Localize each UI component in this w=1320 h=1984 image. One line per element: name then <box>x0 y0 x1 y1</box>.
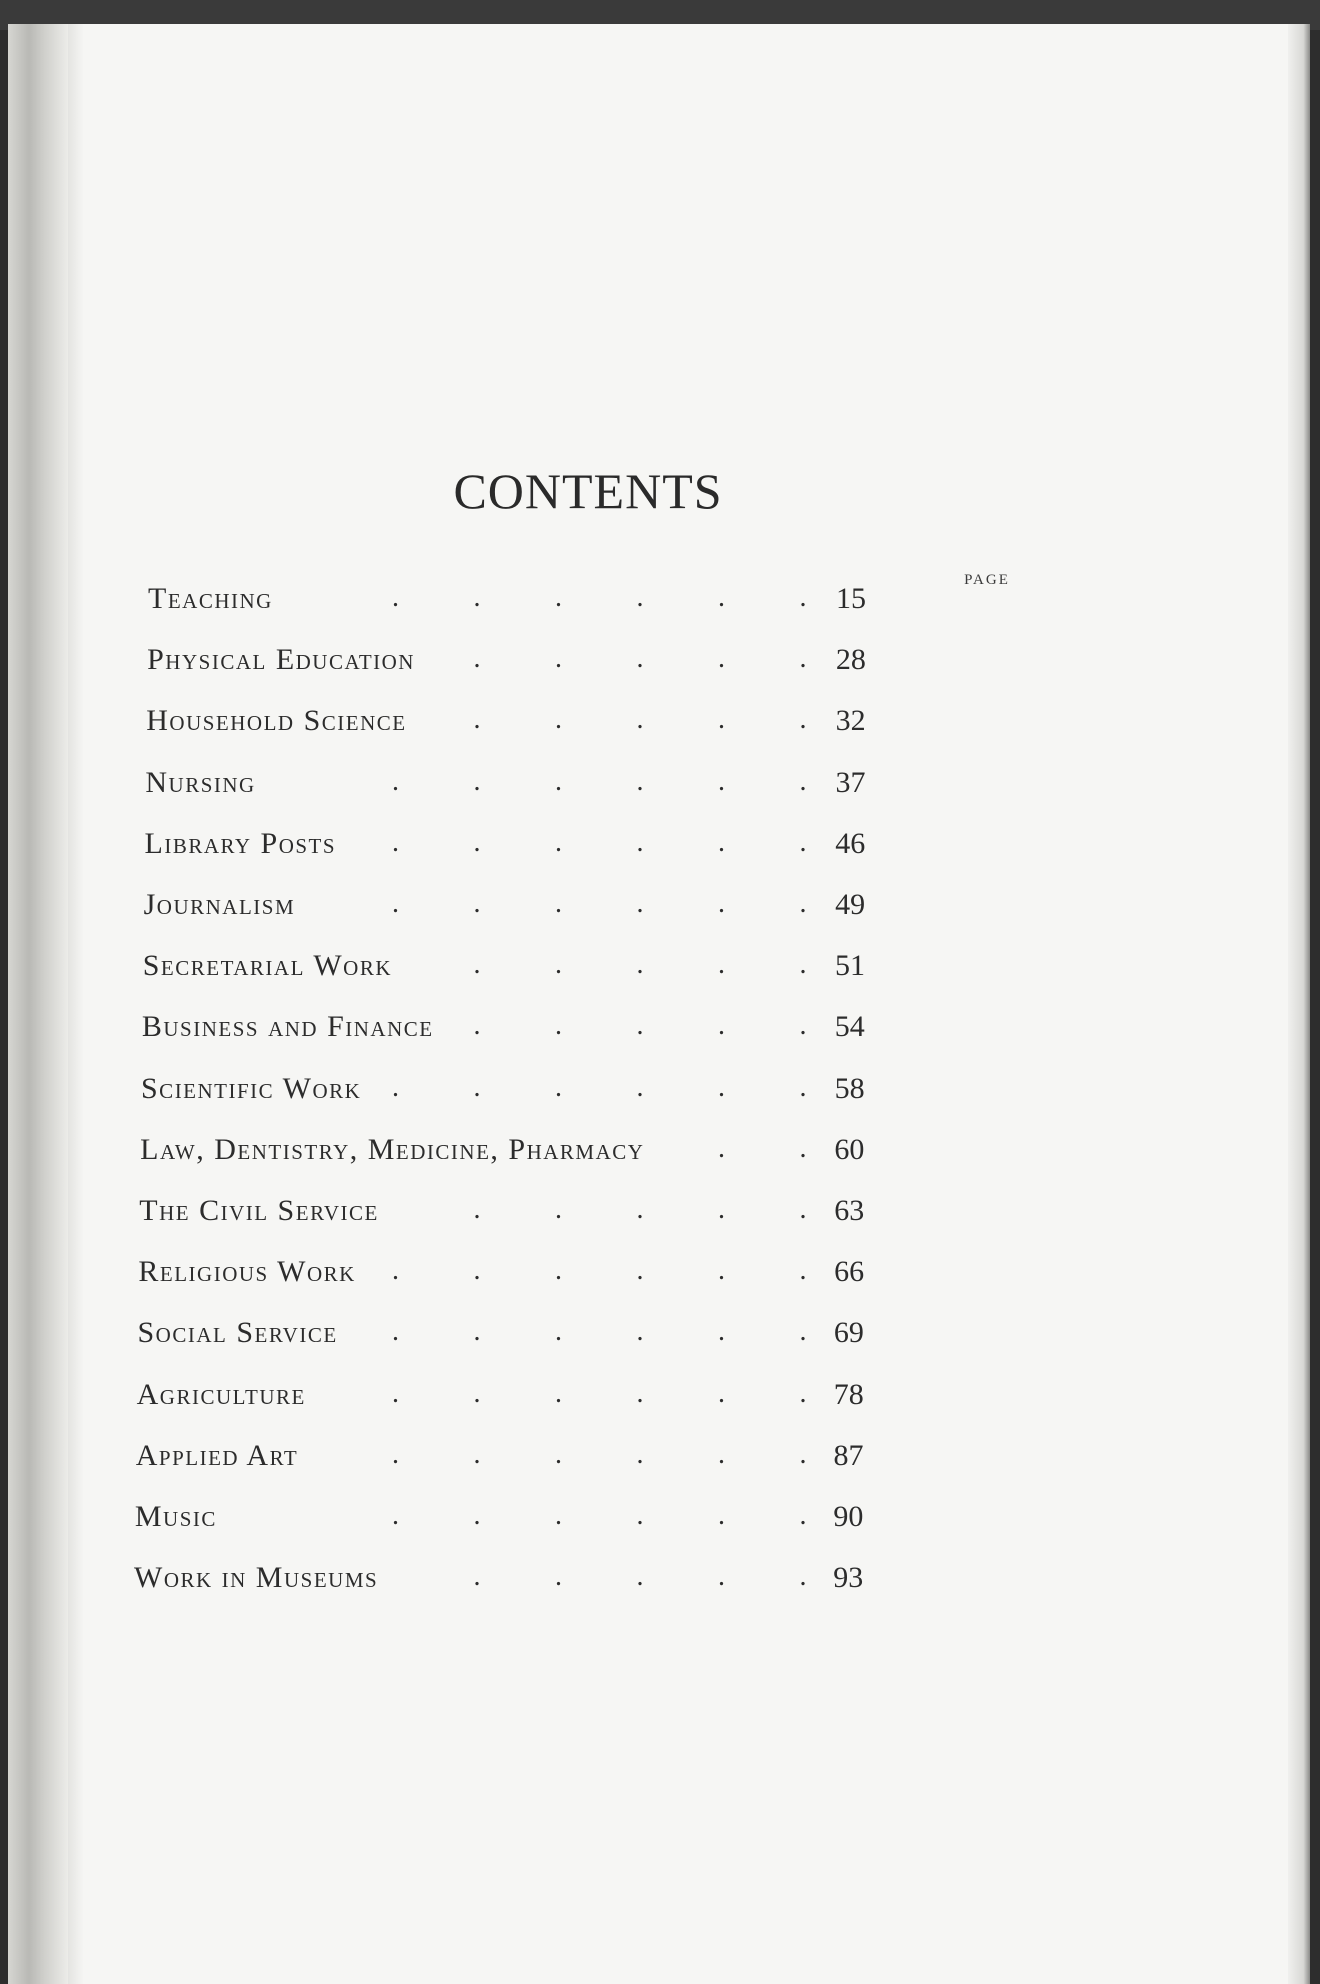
toc-entry-label: Agriculture <box>136 1377 306 1411</box>
dot-leader: . . . . . . <box>392 1071 807 1103</box>
dot-leader: . . . . . <box>473 643 807 675</box>
toc-entry-label: Secretarial Work <box>142 949 393 983</box>
dot-leader: . . . . . <box>473 1194 807 1225</box>
toc-entry <box>143 949 1023 999</box>
toc-entry <box>145 827 1025 877</box>
toc-entry <box>137 1378 1017 1428</box>
toc-entry-label: Law, Dentistry, Medicine, Pharmacy <box>140 1132 645 1166</box>
dot-leader: . . . . . . <box>392 1438 807 1470</box>
toc-entry-page-number: 78 <box>833 1377 864 1411</box>
toc-entry-page-number: 37 <box>835 765 866 799</box>
toc-entry <box>136 1439 1016 1489</box>
toc-entry-page-number: 32 <box>835 704 866 738</box>
toc-entry-label: Physical Education <box>147 643 415 677</box>
toc-entry-label: Nursing <box>145 765 256 799</box>
toc-entry-label: Applied Art <box>135 1438 299 1472</box>
toc-entry-label: Religious Work <box>138 1255 356 1289</box>
toc-entry-page-number: 49 <box>835 888 866 921</box>
toc-entry-label: Business and Finance <box>141 1010 434 1044</box>
book-page <box>8 24 1310 1984</box>
page-column-heading: PAGE <box>964 572 1010 588</box>
toc-entry-page-number: 63 <box>834 1194 865 1227</box>
toc-entry-label: Household Science <box>146 704 407 738</box>
toc-entry <box>142 1010 1022 1060</box>
dot-leader: . . . . . . <box>391 765 807 797</box>
toc-entry <box>139 1194 1019 1244</box>
toc-entry <box>140 1133 1020 1183</box>
dot-leader: . . . . . . <box>392 582 807 613</box>
dot-leader: . . . . . . <box>392 1377 807 1409</box>
toc-entry-label: Music <box>134 1500 217 1533</box>
toc-entry-label: Journalism <box>143 888 296 921</box>
toc-entry-page-number: 51 <box>834 949 865 983</box>
toc-entry-page-number: 69 <box>833 1316 864 1350</box>
toc-entry <box>147 643 1027 693</box>
toc-entry-page-number: 60 <box>834 1132 865 1166</box>
dot-leader: . . . . . . <box>391 1255 807 1287</box>
dot-leader: . . . . . . <box>392 888 807 919</box>
toc-entry <box>146 704 1026 754</box>
dot-leader: . . . . . <box>473 1010 807 1042</box>
toc-entry-page-number: 58 <box>834 1071 865 1105</box>
toc-entry-label: Work in Museums <box>134 1561 379 1595</box>
toc-entry <box>148 582 1028 632</box>
toc-entry <box>138 1255 1018 1305</box>
toc-entry-page-number: 90 <box>833 1500 864 1533</box>
toc-entry-label: Library Posts <box>144 826 337 860</box>
toc-entry <box>144 888 1024 938</box>
dot-leader: . . . . . <box>473 949 807 981</box>
toc-entry-label: Scientific Work <box>141 1071 362 1105</box>
page-title: CONTENTS <box>453 463 723 519</box>
toc-entry <box>138 1316 1018 1366</box>
table-of-contents <box>8 24 1310 1984</box>
toc-entry-label: Social Service <box>137 1316 338 1350</box>
dot-leader: . . . . . . <box>392 826 807 858</box>
dot-leader: . . . . . . <box>391 1500 807 1531</box>
dot-leader: . . . . . <box>473 704 807 736</box>
toc-entry-label: Teaching <box>148 582 273 615</box>
toc-entry-page-number: 28 <box>835 643 866 677</box>
toc-entry-page-number: 54 <box>834 1010 865 1044</box>
toc-entry <box>141 1072 1021 1122</box>
toc-entry-page-number: 15 <box>836 582 866 615</box>
dot-leader: . . . . . . <box>392 1316 807 1348</box>
toc-entry <box>134 1561 1014 1611</box>
toc-entry <box>145 766 1025 816</box>
toc-entry-label: The Civil Service <box>139 1194 379 1227</box>
dot-leader: . . <box>718 1132 807 1164</box>
toc-entry-page-number: 66 <box>834 1255 865 1289</box>
toc-entry-page-number: 87 <box>833 1438 864 1472</box>
toc-entry <box>135 1500 1015 1550</box>
toc-entry-page-number: 93 <box>833 1561 864 1595</box>
dot-leader: . . . . . <box>473 1561 807 1593</box>
toc-entry-page-number: 46 <box>835 826 866 860</box>
